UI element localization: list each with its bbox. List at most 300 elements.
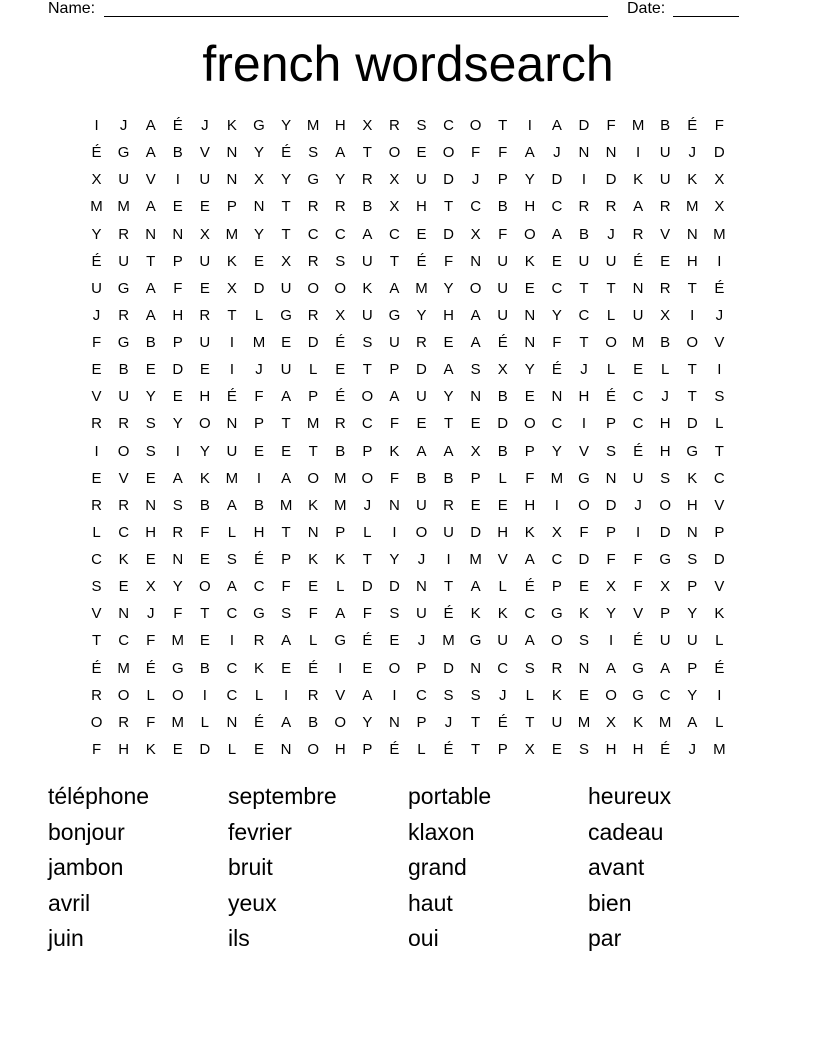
word-list-item: par bbox=[588, 925, 622, 951]
grid-letter: S bbox=[362, 334, 373, 351]
grid-letter: K bbox=[389, 442, 400, 460]
grid-letter: C bbox=[388, 225, 400, 243]
grid-letter: F bbox=[606, 551, 616, 568]
grid-letter: I bbox=[175, 442, 180, 460]
grid-letter: E bbox=[199, 279, 210, 297]
grid-letter: G bbox=[388, 306, 401, 324]
grid-letter: T bbox=[308, 442, 318, 460]
grid-letter: B bbox=[362, 198, 373, 216]
grid-letter: P bbox=[687, 659, 698, 677]
grid-letter: D bbox=[199, 740, 211, 758]
grid-letter: C bbox=[118, 523, 130, 541]
grid-letter: O bbox=[578, 496, 590, 514]
grid-letter: G bbox=[171, 659, 184, 677]
grid-letter: A bbox=[470, 306, 481, 324]
grid-letter: T bbox=[579, 279, 589, 297]
word-list-item: avant bbox=[588, 854, 645, 880]
grid-letter: N bbox=[172, 551, 184, 568]
grid-letter: G bbox=[659, 551, 672, 568]
grid-letter: R bbox=[307, 198, 319, 216]
grid-letter: Y bbox=[362, 713, 373, 731]
grid-letter: A bbox=[389, 388, 400, 406]
grid-letter: K bbox=[633, 171, 644, 189]
grid-letter: A bbox=[172, 469, 183, 487]
grid-letter: U bbox=[578, 252, 590, 270]
grid-letter: E bbox=[470, 415, 481, 433]
grid-letter: E bbox=[308, 578, 319, 596]
word-list-item: bruit bbox=[228, 854, 273, 880]
grid-letter: R bbox=[91, 686, 102, 704]
grid-letter: A bbox=[335, 605, 346, 623]
grid-letter: É bbox=[91, 659, 102, 677]
grid-letter: S bbox=[443, 686, 454, 704]
grid-letter: C bbox=[632, 415, 644, 433]
grid-letter: B bbox=[199, 496, 210, 514]
grid-letter: Y bbox=[524, 361, 535, 379]
grid-letter: A bbox=[470, 334, 481, 351]
grid-letter: H bbox=[118, 740, 130, 758]
grid-letter: N bbox=[632, 279, 644, 297]
grid-letter: G bbox=[469, 632, 482, 650]
grid-letter: E bbox=[199, 632, 210, 650]
grid-letter: K bbox=[199, 469, 210, 487]
grid-letter: O bbox=[171, 686, 184, 704]
grid-letter: I bbox=[527, 117, 532, 134]
grid-letter: C bbox=[253, 578, 265, 596]
grid-letter: V bbox=[91, 605, 102, 623]
grid-letter: U bbox=[416, 171, 427, 189]
grid-letter: A bbox=[524, 632, 535, 650]
letter-grid bbox=[83, 112, 733, 763]
grid-letter: É bbox=[389, 740, 400, 758]
grid-letter: A bbox=[470, 578, 481, 596]
grid-letter: L bbox=[227, 523, 237, 541]
grid-letter: I bbox=[392, 686, 397, 704]
grid-letter: U bbox=[91, 279, 102, 297]
grid-letter: S bbox=[145, 442, 156, 460]
grid-letter: M bbox=[713, 740, 726, 758]
grid-letter: R bbox=[361, 171, 373, 189]
grid-letter: D bbox=[713, 144, 725, 162]
grid-letter: H bbox=[686, 496, 698, 514]
grid-letter: N bbox=[226, 171, 238, 189]
grid-letter: T bbox=[281, 198, 291, 216]
grid-letter: A bbox=[362, 225, 373, 243]
grid-letter: I bbox=[284, 686, 289, 704]
grid-letter: U bbox=[199, 171, 211, 189]
grid-letter: A bbox=[145, 117, 156, 134]
grid-letter: G bbox=[253, 117, 265, 134]
grid-letter: J bbox=[688, 144, 696, 162]
grid-letter: E bbox=[660, 252, 671, 270]
grid-letter: L bbox=[200, 713, 210, 731]
grid-letter: P bbox=[551, 578, 562, 596]
grid-letter: B bbox=[578, 225, 589, 243]
grid-letter: U bbox=[280, 361, 292, 379]
grid-letter: E bbox=[335, 361, 346, 379]
grid-letter: U bbox=[226, 442, 238, 460]
grid-letter: É bbox=[443, 605, 454, 623]
grid-letter: U bbox=[497, 279, 509, 297]
grid-letter: H bbox=[524, 496, 536, 514]
grid-letter: H bbox=[443, 306, 454, 324]
grid-letter: R bbox=[388, 117, 400, 134]
grid-letter: O bbox=[307, 740, 319, 758]
grid-letter: E bbox=[443, 334, 454, 351]
grid-letter: P bbox=[470, 469, 481, 487]
grid-letter: D bbox=[605, 496, 617, 514]
word-list-item: yeux bbox=[228, 889, 277, 916]
grid-letter: K bbox=[633, 713, 644, 731]
grid-letter: T bbox=[687, 279, 697, 297]
grid-letter: U bbox=[118, 252, 130, 270]
grid-letter: É bbox=[633, 442, 644, 460]
grid-letter: R bbox=[443, 496, 454, 514]
grid-letter: H bbox=[605, 740, 617, 758]
grid-letter: T bbox=[443, 198, 454, 216]
grid-letter: N bbox=[686, 225, 698, 243]
grid-letter: E bbox=[281, 442, 292, 460]
grid-letter: F bbox=[471, 144, 481, 162]
grid-letter: N bbox=[578, 144, 590, 162]
grid-letter: D bbox=[361, 578, 373, 596]
grid-letter: J bbox=[417, 551, 426, 568]
grid-letter: Y bbox=[389, 551, 400, 568]
grid-letter: R bbox=[118, 225, 130, 243]
grid-letter: S bbox=[578, 632, 589, 650]
grid-letter: A bbox=[633, 198, 644, 216]
grid-letter: P bbox=[281, 551, 292, 568]
grid-letter: F bbox=[254, 388, 264, 406]
grid-letter: D bbox=[388, 578, 400, 596]
grid-letter: U bbox=[497, 252, 509, 270]
grid-letter: K bbox=[308, 551, 319, 568]
grid-letter: A bbox=[226, 496, 237, 514]
word-list-item: klaxon bbox=[408, 818, 475, 845]
grid-letter: U bbox=[632, 306, 644, 324]
word-list-item: bonjour bbox=[48, 818, 125, 845]
grid-letter: C bbox=[361, 415, 373, 433]
grid-letter: V bbox=[118, 469, 129, 487]
grid-letter: É bbox=[226, 388, 237, 406]
grid-letter: X bbox=[91, 171, 102, 189]
grid-letter: U bbox=[659, 171, 671, 189]
grid-letter: B bbox=[118, 361, 129, 379]
grid-letter: G bbox=[117, 144, 130, 162]
grid-letter: U bbox=[416, 605, 427, 623]
grid-letter: X bbox=[551, 523, 562, 541]
grid-letter: K bbox=[524, 523, 535, 541]
grid-letter: É bbox=[91, 144, 102, 162]
grid-letter: R bbox=[91, 415, 102, 433]
word-list-item: portable bbox=[408, 783, 492, 809]
grid-letter: T bbox=[471, 740, 481, 758]
grid-letter: F bbox=[498, 225, 508, 243]
grid-letter: C bbox=[659, 686, 671, 704]
grid-letter: F bbox=[362, 605, 372, 623]
grid-letter: M bbox=[415, 279, 428, 297]
grid-letter: L bbox=[254, 686, 264, 704]
grid-letter: S bbox=[335, 252, 346, 270]
grid-letter: R bbox=[118, 306, 130, 324]
grid-letter: F bbox=[633, 551, 643, 568]
grid-letter: É bbox=[714, 659, 725, 677]
grid-letter: X bbox=[145, 578, 156, 596]
grid-letter: I bbox=[690, 306, 695, 324]
grid-letter: H bbox=[659, 442, 671, 460]
grid-letter: K bbox=[254, 659, 265, 677]
grid-letter: J bbox=[715, 306, 724, 324]
grid-letter: U bbox=[551, 713, 563, 731]
grid-letter: O bbox=[523, 415, 536, 433]
grid-letter: P bbox=[497, 171, 508, 189]
grid-letter: N bbox=[172, 225, 184, 243]
grid-letter: X bbox=[281, 252, 292, 270]
grid-letter: D bbox=[307, 334, 319, 351]
grid-letter: N bbox=[551, 388, 563, 406]
grid-letter: C bbox=[226, 686, 238, 704]
grid-letter: M bbox=[577, 713, 591, 731]
grid-letter: C bbox=[91, 551, 102, 568]
grid-letter: O bbox=[361, 469, 374, 487]
grid-letter: I bbox=[717, 686, 722, 704]
grid-letter: T bbox=[471, 713, 481, 731]
grid-letter: C bbox=[443, 117, 454, 134]
grid-letter: O bbox=[469, 117, 482, 134]
grid-letter: S bbox=[470, 361, 481, 379]
grid-letter: F bbox=[173, 605, 183, 623]
grid-letter: M bbox=[225, 469, 239, 487]
grid-letter: L bbox=[525, 686, 534, 704]
grid-letter: O bbox=[388, 659, 401, 677]
grid-letter: T bbox=[525, 713, 535, 731]
grid-letter: O bbox=[199, 578, 211, 596]
grid-letter: E bbox=[281, 659, 292, 677]
grid-letter: C bbox=[226, 659, 238, 677]
grid-letter: I bbox=[94, 442, 99, 460]
grid-letter: I bbox=[636, 144, 641, 162]
grid-letter: X bbox=[335, 306, 346, 324]
grid-letter: X bbox=[389, 171, 400, 189]
grid-letter: P bbox=[172, 252, 183, 270]
grid-letter: E bbox=[416, 144, 427, 162]
grid-letter: I bbox=[717, 361, 722, 379]
grid-letter: É bbox=[362, 632, 373, 650]
grid-letter: P bbox=[362, 740, 373, 758]
grid-letter: B bbox=[335, 442, 346, 460]
grid-letter: S bbox=[714, 388, 725, 406]
grid-letter: X bbox=[714, 198, 725, 216]
grid-letter: C bbox=[551, 279, 563, 297]
grid-letter: T bbox=[281, 225, 291, 243]
grid-letter: M bbox=[171, 713, 185, 731]
grid-letter: T bbox=[606, 279, 616, 297]
grid-letter: I bbox=[581, 415, 587, 433]
grid-letter: T bbox=[498, 117, 508, 134]
grid-letter: J bbox=[688, 740, 696, 758]
grid-letter: S bbox=[578, 740, 589, 758]
grid-letter: C bbox=[497, 659, 509, 677]
grid-letter: V bbox=[145, 171, 156, 189]
grid-letter: V bbox=[714, 578, 725, 596]
grid-letter: É bbox=[633, 252, 644, 270]
grid-letter: U bbox=[388, 334, 400, 351]
grid-letter: M bbox=[306, 415, 320, 433]
grid-letter: Y bbox=[281, 171, 292, 189]
grid-letter: L bbox=[715, 415, 724, 433]
grid-letter: F bbox=[146, 632, 156, 650]
grid-letter: C bbox=[416, 686, 427, 704]
grid-letter: U bbox=[659, 632, 671, 650]
grid-letter: É bbox=[416, 252, 427, 270]
grid-letter: T bbox=[362, 361, 372, 379]
grid-letter: P bbox=[308, 388, 319, 406]
grid-letter: F bbox=[714, 117, 724, 134]
grid-letter: J bbox=[444, 713, 453, 731]
grid-letter: H bbox=[497, 523, 509, 541]
grid-letter: Y bbox=[335, 171, 346, 189]
grid-letter: É bbox=[91, 252, 102, 270]
grid-letter: L bbox=[498, 578, 507, 596]
grid-letter: R bbox=[118, 415, 130, 433]
grid-letter: S bbox=[308, 144, 319, 162]
grid-letter: N bbox=[578, 659, 590, 677]
grid-letter: K bbox=[226, 252, 237, 270]
word-list-item: haut bbox=[408, 889, 453, 916]
grid-letter: E bbox=[172, 198, 183, 216]
grid-letter: N bbox=[605, 144, 617, 162]
grid-letter: É bbox=[145, 659, 156, 677]
grid-letter: V bbox=[714, 496, 725, 514]
grid-letter: E bbox=[362, 659, 373, 677]
grid-letter: X bbox=[389, 198, 400, 216]
grid-letter: A bbox=[524, 144, 535, 162]
grid-letter: Y bbox=[199, 442, 210, 460]
grid-letter: H bbox=[253, 523, 265, 541]
grid-letter: M bbox=[442, 632, 455, 650]
grid-letter: H bbox=[632, 740, 644, 758]
grid-letter: K bbox=[226, 117, 237, 134]
word-list-item: heureux bbox=[588, 783, 672, 809]
grid-letter: S bbox=[524, 659, 535, 677]
grid-letter: J bbox=[363, 496, 372, 514]
grid-letter: É bbox=[497, 334, 508, 351]
grid-letter: R bbox=[91, 496, 102, 514]
grid-letter: B bbox=[497, 442, 508, 460]
grid-letter: E bbox=[199, 361, 210, 379]
grid-letter: I bbox=[392, 523, 397, 541]
word-list-item: bien bbox=[588, 889, 632, 916]
grid-letter: E bbox=[551, 740, 562, 758]
grid-letter: I bbox=[446, 551, 451, 568]
grid-letter: A bbox=[362, 686, 373, 704]
grid-letter: Y bbox=[172, 578, 183, 596]
grid-letter: C bbox=[334, 225, 346, 243]
grid-letter: E bbox=[551, 252, 562, 270]
grid-letter: X bbox=[362, 117, 373, 134]
grid-letter: É bbox=[443, 740, 454, 758]
grid-letter: T bbox=[579, 334, 589, 351]
grid-letter: J bbox=[119, 117, 128, 134]
grid-letter: B bbox=[145, 334, 156, 351]
word-list-item: cadeau bbox=[588, 818, 664, 845]
grid-letter: S bbox=[389, 605, 400, 623]
grid-letter: X bbox=[226, 279, 237, 297]
date-label: Date: bbox=[627, 0, 666, 17]
grid-letter: A bbox=[281, 632, 292, 650]
grid-letter: I bbox=[581, 171, 587, 189]
grid-letter: L bbox=[146, 686, 155, 704]
grid-letter: R bbox=[172, 523, 184, 541]
grid-letter: R bbox=[659, 279, 671, 297]
grid-letter: J bbox=[553, 144, 561, 162]
grid-letter: O bbox=[199, 415, 211, 433]
grid-letter: U bbox=[443, 523, 454, 541]
grid-letter: B bbox=[497, 198, 508, 216]
grid-letter: E bbox=[578, 578, 589, 596]
grid-letter: E bbox=[172, 388, 183, 406]
grid-letter: E bbox=[416, 225, 427, 243]
grid-letter: K bbox=[687, 171, 698, 189]
grid-letter: X bbox=[660, 578, 671, 596]
word-list-item: septembre bbox=[228, 783, 337, 809]
grid-letter: N bbox=[145, 496, 157, 514]
grid-letter: R bbox=[605, 198, 617, 216]
grid-letter: M bbox=[333, 496, 347, 514]
grid-letter: F bbox=[91, 740, 102, 758]
grid-letter: O bbox=[307, 279, 319, 297]
grid-letter: M bbox=[171, 632, 185, 650]
grid-letter: T bbox=[687, 388, 697, 406]
grid-letter: S bbox=[281, 605, 292, 623]
grid-letter: E bbox=[254, 252, 265, 270]
grid-letter: O bbox=[523, 225, 536, 243]
grid-letter: L bbox=[606, 306, 616, 324]
grid-letter: R bbox=[307, 252, 319, 270]
grid-letter: L bbox=[254, 306, 264, 324]
grid-letter: M bbox=[469, 551, 482, 568]
grid-letter: S bbox=[91, 578, 102, 596]
grid-letter: J bbox=[580, 361, 588, 379]
grid-letter: X bbox=[470, 442, 481, 460]
grid-letter: L bbox=[92, 523, 101, 541]
grid-letter: R bbox=[199, 306, 211, 324]
grid-letter: A bbox=[281, 713, 292, 731]
grid-letter: M bbox=[550, 469, 564, 487]
grid-letter: S bbox=[416, 117, 427, 134]
grid-letter: D bbox=[443, 225, 454, 243]
grid-letter: T bbox=[281, 415, 291, 433]
grid-letter: P bbox=[497, 740, 508, 758]
grid-letter: N bbox=[686, 523, 698, 541]
grid-letter: M bbox=[686, 198, 699, 216]
grid-letter: O bbox=[442, 144, 455, 162]
grid-letter: F bbox=[91, 334, 102, 351]
grid-letter: K bbox=[524, 252, 535, 270]
grid-letter: J bbox=[607, 225, 615, 243]
grid-letter: A bbox=[335, 144, 346, 162]
word-list-item: avril bbox=[48, 889, 91, 916]
grid-letter: A bbox=[226, 578, 237, 596]
grid-letter: M bbox=[279, 496, 293, 514]
grid-letter: O bbox=[361, 388, 374, 406]
grid-letter: Y bbox=[254, 225, 265, 243]
grid-letter: J bbox=[661, 388, 669, 406]
grid-letter: E bbox=[578, 686, 589, 704]
grid-letter: F bbox=[579, 523, 589, 541]
grid-letter: C bbox=[551, 198, 563, 216]
grid-letter: U bbox=[118, 171, 130, 189]
